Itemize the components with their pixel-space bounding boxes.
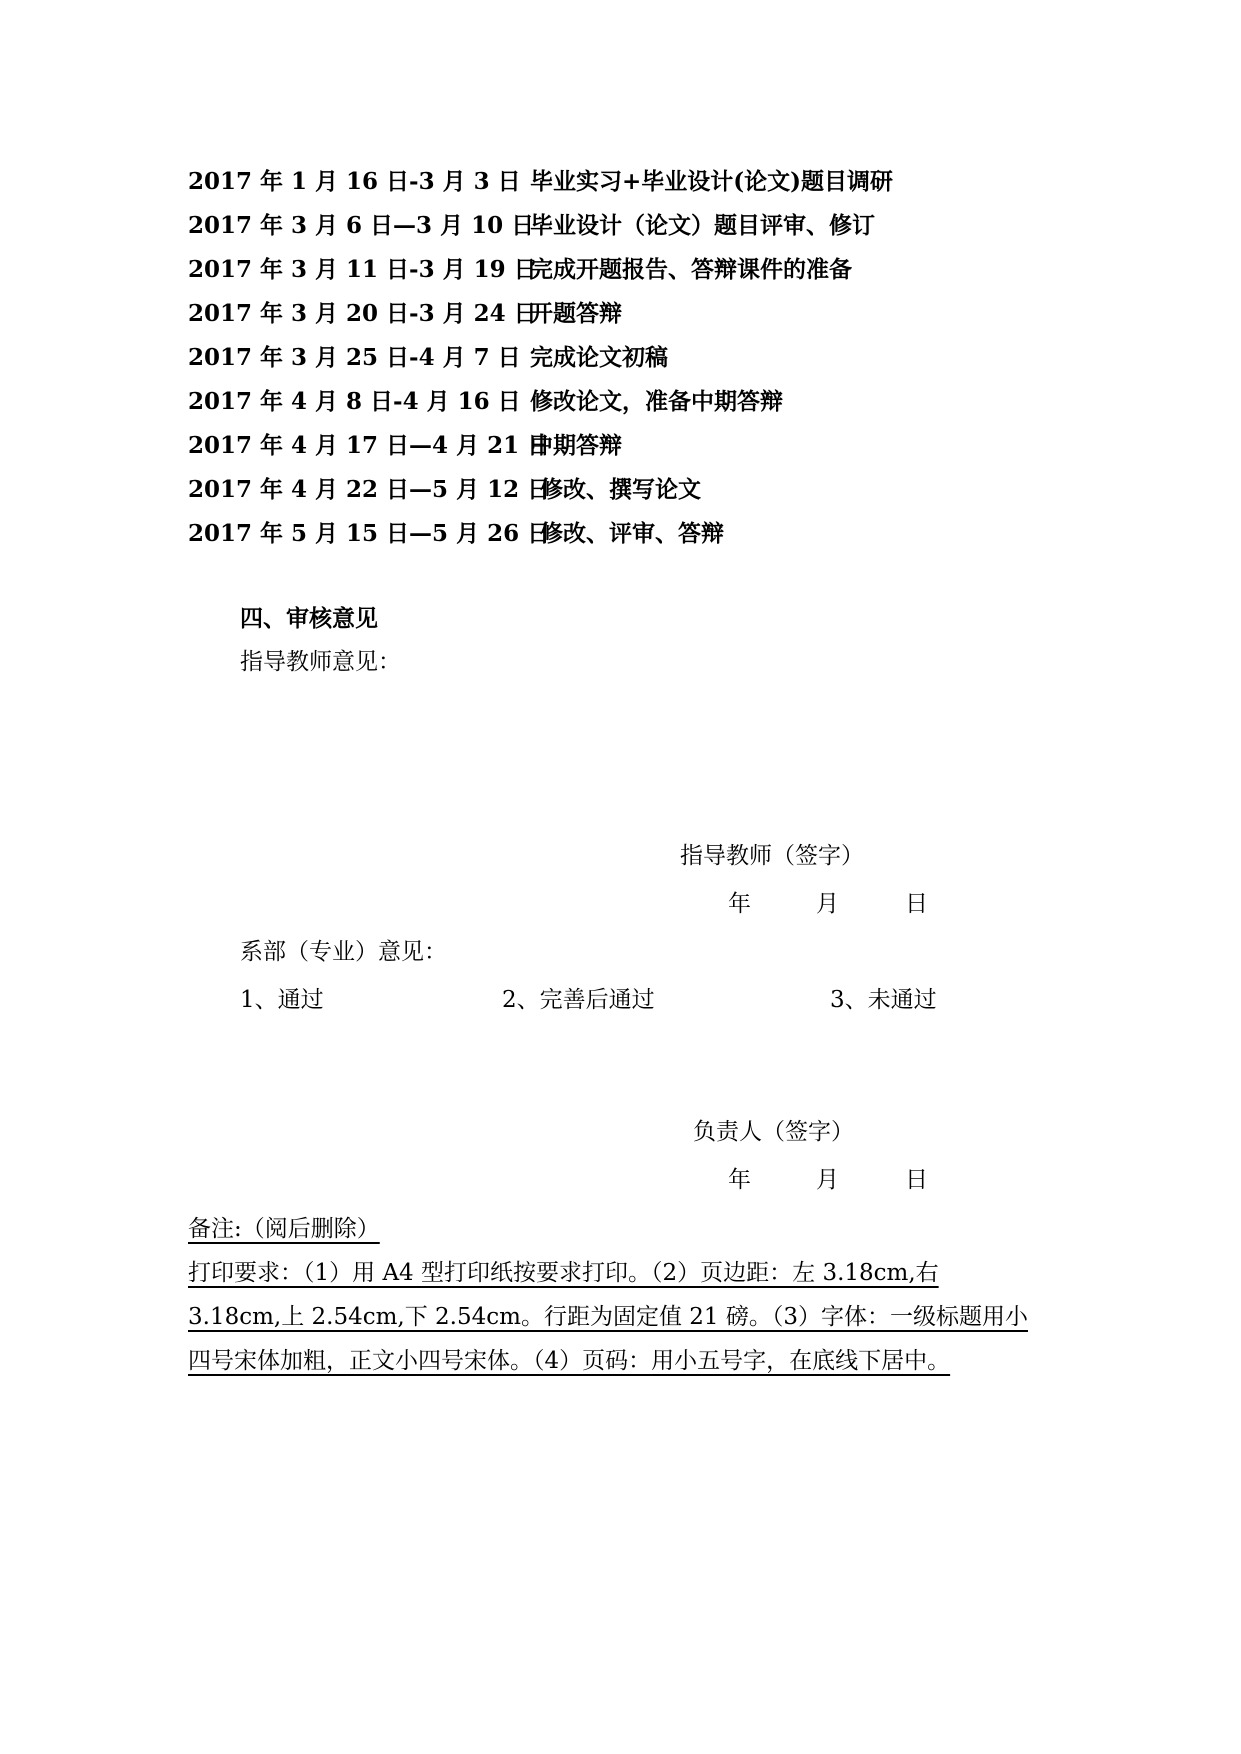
- schedule-row: [188, 512, 1088, 556]
- schedule-task: 完成开题报告、答辩课件的准备: [530, 256, 852, 283]
- schedule-task: 修改论文，准备中期答辩: [530, 388, 783, 415]
- schedule-task: 修改、撰写论文: [540, 476, 701, 503]
- option-fail: 3、未通过: [830, 987, 937, 1013]
- advisor-opinion-label: 指导教师意见：: [240, 649, 401, 675]
- schedule-row: [188, 160, 1088, 204]
- notes-line: 四号宋体加粗，正文小四号宋体。（4）页码：用小五号字，在底线下居中。: [188, 1348, 951, 1374]
- notes-section: [188, 1207, 1068, 1383]
- responsible-signature-label: 负责人（签字）: [693, 1119, 854, 1145]
- option-pass: 1、通过: [240, 987, 324, 1013]
- date-day: 日: [905, 891, 928, 917]
- date-year: 年: [728, 891, 751, 917]
- schedule-task: 开题答辩: [530, 300, 622, 327]
- notes-line: 打印要求：（1）用 A4 型打印纸按要求打印。（2）页边距：左 3.18cm,右: [188, 1260, 939, 1286]
- schedule-row: [188, 204, 1088, 248]
- notes-title: 备注:（阅后删除）: [188, 1216, 380, 1242]
- schedule-date: 2017 年 4 月 8 日-4 月 16 日: [188, 388, 521, 415]
- schedule-task: 完成论文初稿: [530, 344, 668, 371]
- schedule-task: 毕业实习+毕业设计(论文)题目调研: [530, 168, 894, 195]
- schedule-task: 中期答辩: [530, 432, 622, 459]
- date-year: 年: [728, 1167, 751, 1193]
- schedule-task: 修改、评审、答辩: [540, 520, 724, 547]
- schedule-date: 2017 年 3 月 11 日-3 月 19 日: [188, 256, 537, 283]
- date-day: 日: [905, 1167, 928, 1193]
- schedule-row: [188, 292, 1088, 336]
- schedule-row: [188, 424, 1088, 468]
- schedule-list: [188, 160, 1088, 556]
- option-pass-after-revision: 2、完善后通过: [502, 987, 655, 1013]
- schedule-row: [188, 336, 1088, 380]
- section-heading: 四、审核意见: [240, 605, 378, 632]
- schedule-row: [188, 468, 1088, 512]
- schedule-task: 毕业设计（论文）题目评审、修订: [530, 212, 875, 239]
- schedule-date: 2017 年 1 月 16 日-3 月 3 日: [188, 168, 521, 195]
- schedule-date: 2017 年 4 月 17 日—4 月 21 日: [188, 432, 551, 459]
- schedule-date: 2017 年 5 月 15 日—5 月 26 日: [188, 520, 551, 547]
- schedule-date: 2017 年 3 月 6 日—3 月 10 日: [188, 212, 535, 239]
- schedule-date: 2017 年 3 月 20 日-3 月 24 日: [188, 300, 537, 327]
- advisor-signature-label: 指导教师（签字）: [680, 843, 864, 869]
- schedule-date: 2017 年 4 月 22 日—5 月 12 日: [188, 476, 551, 503]
- department-opinion-label: 系部（专业）意见：: [240, 939, 447, 965]
- schedule-date: 2017 年 3 月 25 日-4 月 7 日: [188, 344, 521, 371]
- date-month: 月: [816, 1167, 839, 1193]
- schedule-row: [188, 248, 1088, 292]
- date-month: 月: [816, 891, 839, 917]
- schedule-row: [188, 380, 1088, 424]
- notes-line: 3.18cm,上 2.54cm,下 2.54cm。行距为固定值 21 磅。（3）字体：一级标题用小: [188, 1304, 1028, 1330]
